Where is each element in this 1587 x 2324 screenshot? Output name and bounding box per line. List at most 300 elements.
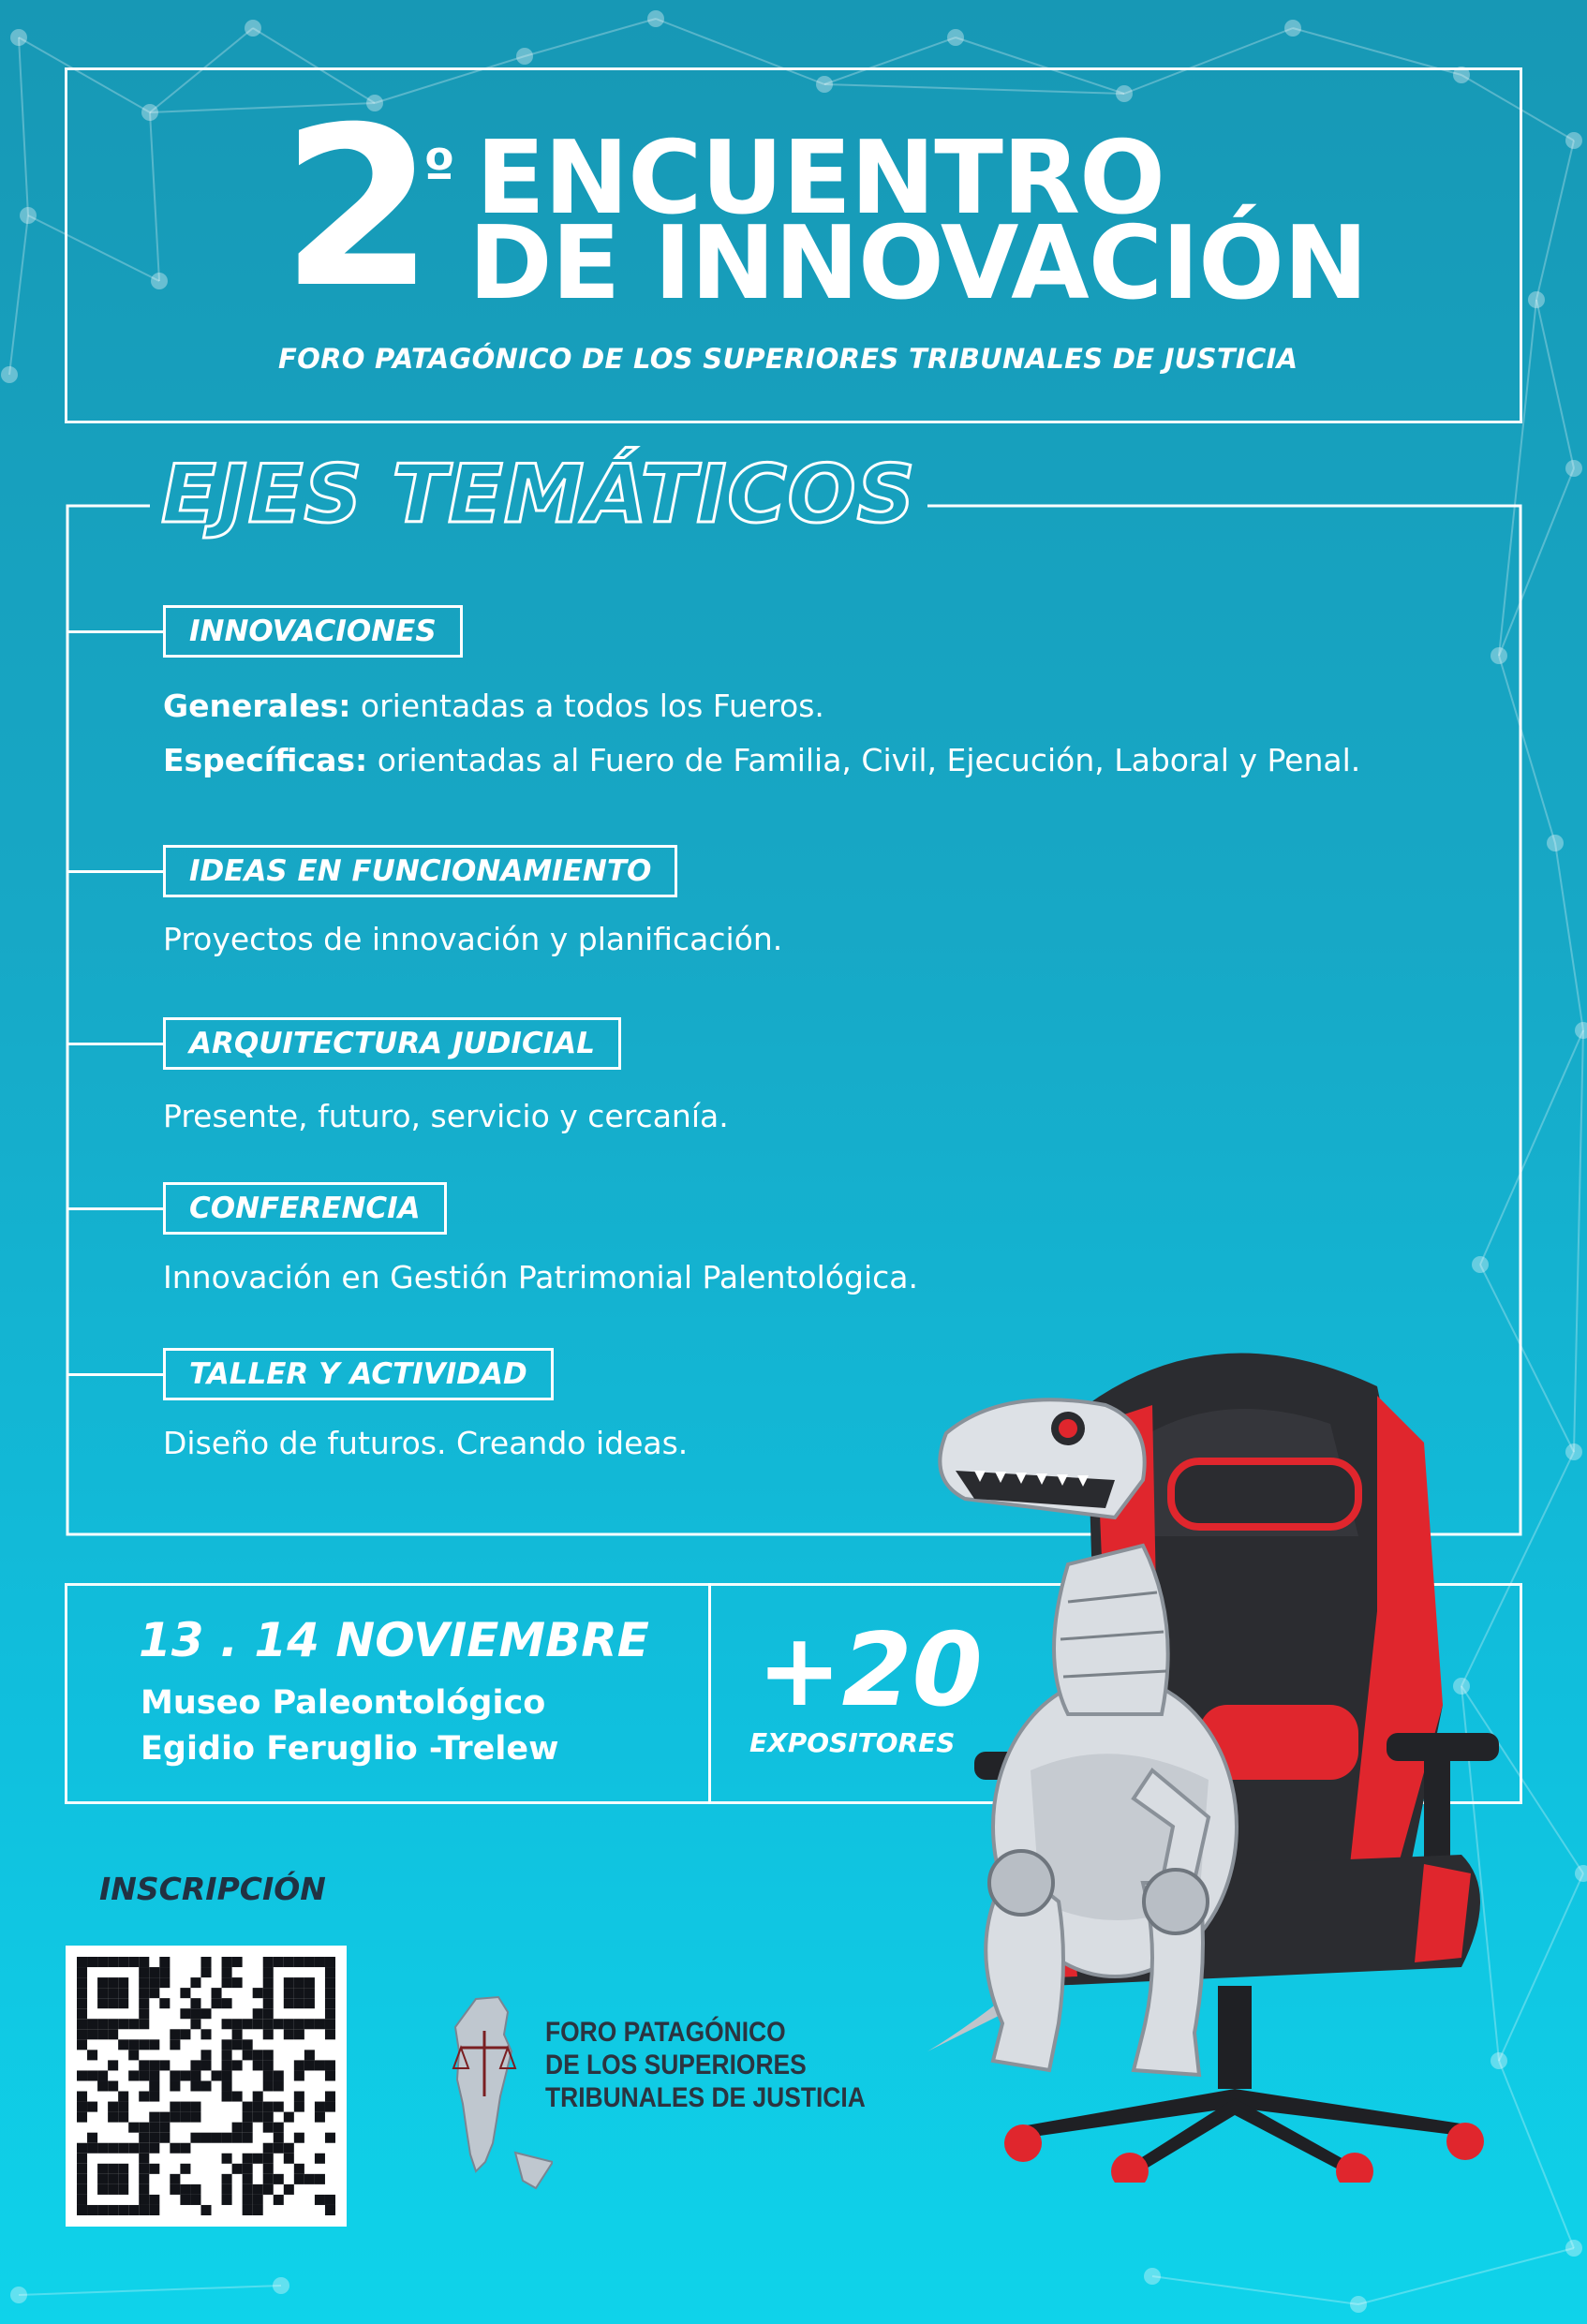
qr-module	[149, 2070, 159, 2080]
qr-module	[274, 2070, 284, 2080]
qr-module	[97, 1977, 108, 1988]
qr-module	[77, 2008, 87, 2019]
text-label: Específicas:	[163, 742, 368, 778]
qr-module	[139, 1967, 149, 1977]
qr-module	[243, 2154, 253, 2164]
qr-module	[180, 2070, 190, 2080]
qr-module	[232, 2092, 243, 2102]
title-line-1: ENCUENTRO	[476, 120, 1164, 237]
qr-module	[263, 1957, 274, 1967]
qr-module	[139, 2154, 149, 2164]
qr-module	[170, 2029, 180, 2039]
qr-module	[253, 2008, 263, 2019]
qr-module	[232, 2019, 243, 2029]
qr-module	[77, 2164, 87, 2174]
qr-module	[118, 1977, 128, 1988]
qr-module	[294, 2174, 304, 2184]
qr-module	[263, 2019, 274, 2029]
qr-module	[190, 2019, 200, 2029]
qr-module	[294, 2164, 304, 2174]
qr-module	[304, 1977, 315, 1988]
qr-module	[200, 2029, 211, 2039]
qr-module	[284, 1977, 294, 1988]
qr-module	[139, 2133, 149, 2143]
qr-module	[108, 2080, 118, 2091]
qr-module	[139, 1988, 149, 1998]
logo-line-2: DE LOS SUPERIORES	[545, 2050, 807, 2080]
item-text: Innovación en Gestión Patrimonial Palentológica.	[163, 1259, 918, 1295]
qr-module	[263, 2060, 274, 2070]
qr-module	[77, 1998, 87, 2008]
qr-module	[304, 1957, 315, 1967]
qr-module	[149, 2205, 159, 2215]
qr-module	[149, 2195, 159, 2205]
qr-module	[274, 2195, 284, 2205]
qr-module	[222, 2092, 232, 2102]
header-subtitle: FORO PATAGÓNICO DE LOS SUPERIORES TRIBUNALES DE JUSTICIA	[278, 343, 1298, 375]
qr-module	[315, 2112, 325, 2123]
qr-module	[315, 2195, 325, 2205]
qr-module	[263, 2050, 274, 2060]
qr-module	[222, 2060, 232, 2070]
qr-module	[212, 2133, 222, 2143]
qr-module	[253, 2092, 263, 2102]
qr-module	[139, 2195, 149, 2205]
qr-module	[108, 1957, 118, 1967]
qr-module	[304, 2060, 315, 2070]
qr-module	[128, 2019, 139, 2029]
qr-module	[243, 2112, 253, 2123]
qr-module	[222, 1977, 232, 1988]
qr-module	[190, 2070, 200, 2080]
qr-module	[87, 2070, 97, 2080]
qr-module	[87, 2019, 97, 2029]
qr-module	[118, 2205, 128, 2215]
qr-module	[243, 2039, 253, 2050]
qr-module	[200, 2205, 211, 2215]
qr-module	[304, 2019, 315, 2029]
qr-module	[243, 2050, 253, 2060]
qr-module	[243, 2123, 253, 2133]
qr-module	[243, 2019, 253, 2029]
qr-module	[180, 2195, 190, 2205]
qr-module	[108, 2174, 118, 2184]
item-text	[163, 742, 1360, 779]
qr-module	[87, 2050, 97, 2060]
qr-module	[263, 2143, 274, 2154]
qr-module	[304, 2174, 315, 2184]
qr-module	[200, 2060, 211, 2070]
qr-module	[149, 2112, 159, 2123]
network-line	[1152, 2276, 1358, 2304]
qr-module	[128, 2070, 139, 2080]
qr-module	[190, 2195, 200, 2205]
qr-module	[304, 2050, 315, 2060]
qr-module	[263, 2102, 274, 2112]
qr-module	[325, 1998, 335, 2008]
qr-module	[170, 2039, 180, 2050]
qr-module	[87, 2205, 97, 2215]
qr-module	[149, 2092, 159, 2102]
qr-module	[97, 2174, 108, 2184]
qr-module	[139, 2164, 149, 2174]
qr-module	[159, 2060, 170, 2070]
qr-module	[284, 2154, 294, 2164]
qr-module	[315, 2154, 325, 2164]
qr-module	[294, 1957, 304, 1967]
expositores-count: +20	[757, 1612, 983, 1729]
venue-line-2: Egidio Feruglio -Trelew	[141, 1730, 559, 1768]
qr-code-icon[interactable]	[66, 1946, 347, 2227]
qr-module	[200, 1967, 211, 1977]
qr-module	[243, 2184, 253, 2195]
qr-module	[263, 2029, 274, 2039]
qr-module	[222, 1967, 232, 1977]
network-line	[1358, 2248, 1574, 2304]
qr-module	[263, 2112, 274, 2123]
qr-module	[159, 1977, 170, 1988]
qr-module	[108, 1998, 118, 2008]
qr-module	[222, 2039, 232, 2050]
qr-module	[325, 2205, 335, 2215]
qr-module	[149, 2133, 159, 2143]
qr-module	[139, 2039, 149, 2050]
qr-module	[232, 2029, 243, 2039]
qr-module	[253, 1988, 263, 1998]
qr-module	[128, 2143, 139, 2154]
qr-module	[87, 2143, 97, 2154]
ejes-connector	[67, 1043, 165, 1045]
qr-module	[139, 2008, 149, 2019]
qr-module	[97, 2070, 108, 2080]
qr-module	[87, 2102, 97, 2112]
qr-module	[108, 2184, 118, 2195]
qr-module	[325, 2029, 335, 2039]
qr-module	[159, 1998, 170, 2008]
qr-module	[315, 2174, 325, 2184]
qr-module	[190, 2133, 200, 2143]
qr-module	[128, 2050, 139, 2060]
robot-dinosaur	[927, 1377, 1368, 2089]
qr-module	[108, 2164, 118, 2174]
qr-module	[243, 2133, 253, 2143]
text-label: Generales:	[163, 688, 351, 724]
qr-module	[77, 2143, 87, 2154]
text-body: orientadas al Fuero de Familia, Civil, Ejecución, Laboral y Penal.	[367, 742, 1361, 778]
ejes-connector	[67, 870, 165, 873]
qr-module	[118, 2039, 128, 2050]
qr-module	[325, 1988, 335, 1998]
qr-module	[77, 2039, 87, 2050]
qr-module	[222, 2184, 232, 2195]
qr-module	[139, 2092, 149, 2102]
qr-module	[274, 2102, 284, 2112]
qr-module	[190, 2080, 200, 2091]
qr-module	[97, 1988, 108, 1998]
qr-module	[263, 1998, 274, 2008]
ejes-connector	[67, 1373, 165, 1376]
qr-module	[118, 2174, 128, 2184]
qr-module	[284, 1998, 294, 2008]
qr-module	[284, 2019, 294, 2029]
qr-module	[180, 2184, 190, 2195]
qr-module	[232, 2123, 243, 2133]
qr-module	[232, 1957, 243, 1967]
qr-module	[108, 1988, 118, 1998]
qr-module	[139, 2174, 149, 2184]
qr-module	[325, 2060, 335, 2070]
network-line	[19, 2286, 281, 2295]
item-text: Presente, futuro, servicio y cercanía.	[163, 1098, 729, 1134]
qr-module	[200, 2008, 211, 2019]
qr-module	[294, 2133, 304, 2143]
qr-module	[170, 2112, 180, 2123]
qr-module	[274, 2143, 284, 2154]
logo-line-1: FORO PATAGÓNICO	[545, 2017, 786, 2048]
qr-module	[222, 1998, 232, 2008]
qr-module	[180, 2029, 190, 2039]
qr-module	[325, 2070, 335, 2080]
qr-module	[149, 1977, 159, 1988]
qr-module	[212, 1998, 222, 2008]
qr-module	[284, 2029, 294, 2039]
qr-module	[108, 2102, 118, 2112]
qr-module	[118, 2112, 128, 2123]
qr-module	[139, 2123, 149, 2133]
qr-module	[149, 2060, 159, 2070]
qr-module	[325, 2102, 335, 2112]
qr-module	[212, 2070, 222, 2080]
qr-module	[118, 2019, 128, 2029]
qr-module	[77, 1957, 87, 1967]
qr-module	[222, 2050, 232, 2060]
qr-module	[253, 2205, 263, 2215]
item-text: Diseño de futuros. Creando ideas.	[163, 1425, 689, 1461]
venue-line-1: Museo Paleontológico	[141, 1684, 546, 1722]
qr-module	[97, 2184, 108, 2195]
qr-module	[263, 1967, 274, 1977]
qr-module	[149, 2039, 159, 2050]
qr-module	[294, 1998, 304, 2008]
qr-module	[77, 2029, 87, 2039]
qr-module	[128, 2039, 139, 2050]
qr-module	[222, 2133, 232, 2143]
qr-module	[325, 2195, 335, 2205]
qr-module	[190, 2184, 200, 2195]
qr-module	[139, 1977, 149, 1988]
qr-module	[190, 1998, 200, 2008]
qr-module	[87, 2133, 97, 2143]
qr-module	[304, 1988, 315, 1998]
qr-module	[77, 2184, 87, 2195]
qr-module	[243, 2164, 253, 2174]
network-node	[10, 2287, 27, 2303]
qr-module	[294, 2060, 304, 2070]
qr-module	[77, 2205, 87, 2215]
qr-module	[294, 2092, 304, 2102]
item-text	[163, 688, 824, 725]
qr-module	[263, 2080, 274, 2091]
qr-module	[315, 2102, 325, 2112]
qr-module	[108, 2029, 118, 2039]
qr-module	[149, 2143, 159, 2154]
qr-module	[263, 2184, 274, 2195]
qr-module	[118, 1957, 128, 1967]
qr-module	[232, 2060, 243, 2070]
qr-module	[128, 2205, 139, 2215]
qr-module	[159, 1957, 170, 1967]
qr-module	[118, 2184, 128, 2195]
qr-module	[108, 2060, 118, 2070]
qr-module	[190, 2112, 200, 2123]
qr-module	[222, 2195, 232, 2205]
qr-module	[97, 1957, 108, 1967]
qr-module	[315, 2019, 325, 2029]
title-ordinal: º	[423, 138, 455, 203]
qr-module	[190, 2102, 200, 2112]
network-node	[1144, 2268, 1161, 2285]
qr-module	[170, 2143, 180, 2154]
qr-module	[97, 2029, 108, 2039]
qr-module	[139, 1957, 149, 1967]
qr-module	[263, 2008, 274, 2019]
title-line-2: DE INNOVACIÓN	[468, 205, 1368, 322]
qr-module	[253, 2019, 263, 2029]
qr-module	[149, 2164, 159, 2174]
foro-logo-icon	[431, 1993, 553, 2190]
qr-module	[118, 1988, 128, 1998]
qr-module	[222, 1957, 232, 1967]
qr-module	[118, 2092, 128, 2102]
qr-module	[77, 2070, 87, 2080]
qr-module	[190, 2008, 200, 2019]
qr-module	[139, 2184, 149, 2195]
qr-module	[284, 1957, 294, 1967]
qr-module	[159, 2123, 170, 2133]
qr-module	[284, 2112, 294, 2123]
qr-module	[77, 1977, 87, 1988]
qr-module	[108, 2205, 118, 2215]
qr-module	[284, 2143, 294, 2154]
qr-module	[315, 2060, 325, 2070]
qr-module	[243, 2195, 253, 2205]
qr-module	[77, 2174, 87, 2184]
tag-taller: TALLER Y ACTIVIDAD	[163, 1348, 554, 1400]
qr-module	[263, 2154, 274, 2164]
qr-module	[325, 1957, 335, 1967]
qr-module	[253, 2060, 263, 2070]
qr-module	[243, 2205, 253, 2215]
qr-module	[128, 1957, 139, 1967]
network-node	[273, 2277, 289, 2294]
qr-module	[77, 1988, 87, 1998]
qr-module	[222, 2080, 232, 2091]
ejes-connector	[67, 1207, 165, 1210]
qr-module	[222, 2154, 232, 2164]
qr-module	[222, 2070, 232, 2080]
network-node	[1350, 2296, 1367, 2313]
qr-module	[180, 2102, 190, 2112]
qr-module	[222, 2174, 232, 2184]
qr-module	[77, 2102, 87, 2112]
qr-module	[263, 2070, 274, 2080]
qr-module	[243, 2174, 253, 2184]
event-date: 13 . 14 NOVIEMBRE	[139, 1613, 649, 1667]
qr-module	[232, 1977, 243, 1988]
qr-module	[325, 2008, 335, 2019]
qr-module	[97, 1998, 108, 2008]
qr-module	[190, 1977, 200, 1988]
qr-module	[200, 2080, 211, 2091]
qr-module	[325, 1967, 335, 1977]
qr-module	[253, 2050, 263, 2060]
qr-module	[274, 1957, 284, 1967]
text-body: orientadas a todos los Fueros.	[350, 688, 824, 724]
qr-module	[274, 2174, 284, 2184]
qr-module	[263, 1988, 274, 1998]
qr-module	[170, 2102, 180, 2112]
qr-module	[97, 2019, 108, 2029]
qr-module	[77, 2112, 87, 2123]
qr-module	[170, 2184, 180, 2195]
qr-module	[180, 2008, 190, 2019]
qr-module	[325, 2092, 335, 2102]
qr-module	[190, 2060, 200, 2070]
qr-module	[222, 2019, 232, 2029]
tag-conferencia: CONFERENCIA	[163, 1182, 447, 1235]
qr-module	[200, 2050, 211, 2060]
qr-module	[118, 1998, 128, 2008]
qr-module	[304, 1998, 315, 2008]
qr-module	[77, 2019, 87, 2029]
qr-module	[200, 1957, 211, 1967]
qr-module	[294, 2102, 304, 2112]
qr-module	[139, 2019, 149, 2029]
qr-module	[180, 2112, 190, 2123]
qr-module	[294, 1977, 304, 1988]
qr-module	[253, 2195, 263, 2205]
qr-module	[87, 2029, 97, 2039]
qr-module	[170, 2070, 180, 2080]
qr-module	[118, 2164, 128, 2174]
event-divider	[708, 1583, 711, 1804]
qr-module	[200, 2133, 211, 2143]
qr-module	[263, 2174, 274, 2184]
qr-module	[325, 2133, 335, 2143]
item-text: Proyectos de innovación y planificación.	[163, 921, 783, 957]
qr-module	[325, 1977, 335, 1988]
qr-module	[284, 1988, 294, 1998]
qr-module	[294, 2029, 304, 2039]
qr-module	[108, 1977, 118, 1988]
qr-module	[159, 1967, 170, 1977]
qr-module	[325, 2019, 335, 2029]
qr-module	[180, 1988, 190, 1998]
qr-module	[170, 2174, 180, 2184]
qr-module	[139, 2143, 149, 2154]
qr-module	[108, 2019, 118, 2029]
qr-module	[139, 2205, 149, 2215]
qr-module	[232, 2133, 243, 2143]
tag-innovaciones: INNOVACIONES	[163, 605, 463, 658]
qr-module	[139, 1998, 149, 2008]
qr-module	[128, 2123, 139, 2133]
qr-module	[159, 2112, 170, 2123]
qr-module	[253, 2154, 263, 2164]
title-number: 2	[281, 81, 429, 336]
qr-module	[212, 1988, 222, 1998]
registration-label: INSCRIPCIÓN	[99, 1871, 326, 1907]
